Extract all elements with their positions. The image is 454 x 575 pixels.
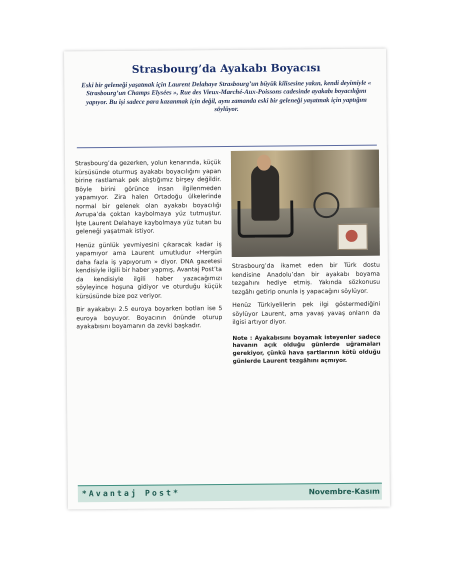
- photo-shoe-shiner: [231, 150, 380, 257]
- paragraph: Strasbourg’da gezerken, yolun kenarında, küçük kürsüsünde oturmuş ayakabı boyacılığını yapan birine rastlamak pek alıştığımız birşey değildir. Böyle birini görünce insan ilgilenmeden yapamıyor. Zira halen Ortadoğu ülkelerinde normal bir gelenek olan ayakabı boyacılığı Avrupa’da çoktan kaybolmaya yüz tutmuştur. İşte Laurent Delahaye kaybolmaya yüz tutan bu geleneği yaşatmak istiyor.: [74, 159, 222, 236]
- paragraph: Strasbourg’da ikamet eden bir Türk dostu kendisine Anadolu’dan bir ayakabı boyama tezgahını hediye etmiş. Yakında sözkonusu tezgâhı getirip onunla iş yapacağını söylüyor.: [231, 261, 381, 296]
- photo-sign: [338, 224, 368, 250]
- left-column: [75, 159, 223, 337]
- article-title: Strasbourg’da Ayakabı Boyacısı: [131, 62, 321, 76]
- footer-bar: [78, 483, 382, 503]
- photo-person-head: [257, 155, 271, 171]
- paragraph: Henüz günlük yevmiyesini çıkaracak kadar iş yapamıyor ama Laurent umutludur «Hergün daha fazla iş yapıyorum » diyor. DNA gazetesi kendisiyle ilgili bir haber yapmış, Avantaj Post’ta da kendisiyle ilgili haber yazacağımızı söyleyince hoşuna gidiyor ve oturduğu küçük kürsüsünde bize poz veriyor.: [75, 240, 223, 300]
- newspaper-page: [64, 49, 390, 510]
- right-column: [232, 262, 381, 372]
- divider: [77, 145, 377, 149]
- photo-person: [251, 165, 279, 221]
- paragraph: Bir ayakabıyı 2.5 euroya boyarken botları ise 5 euroya boyuyor. Boyacının önünde oturup ayakabısını boyamanın da zevki başkadır.: [76, 305, 223, 331]
- publication-name: *Avantaj Post*: [81, 488, 181, 499]
- note: Note : Ayakabısını boyamak isteyenler sadece havanın açık olduğu günlerde uğramaları gerekiyor, çünkü hava şartlarının kötü olduğu günlerde Laurent tezgâhını açmıyor.: [232, 334, 381, 365]
- photo-bicycle: [313, 192, 339, 218]
- paragraph: Henüz Türkiyelilerin pek ilgi göstermediğini söylüyor Laurent, ama yavaş yavaş onların da ilgisi artıyor diyor.: [232, 300, 381, 326]
- article-intro: Eski bir geleneği yaşatmak için Laurent Delahaye Strasbourg’un büyük kilisesine yakın, kendi deyimiyle « Strasbourg’un Champs Elysées », Rue des Vieux-Marché-Aux-Poissons cadesinde ayakabı boyacılığını yapıyor. Bu işi sadece para kazanmak için değil, aynı zamanda eski bir geleneği yaşatmak için yaptığını söylüyor.: [81, 79, 372, 114]
- issue-date: Novembre-Kasım: [308, 486, 380, 497]
